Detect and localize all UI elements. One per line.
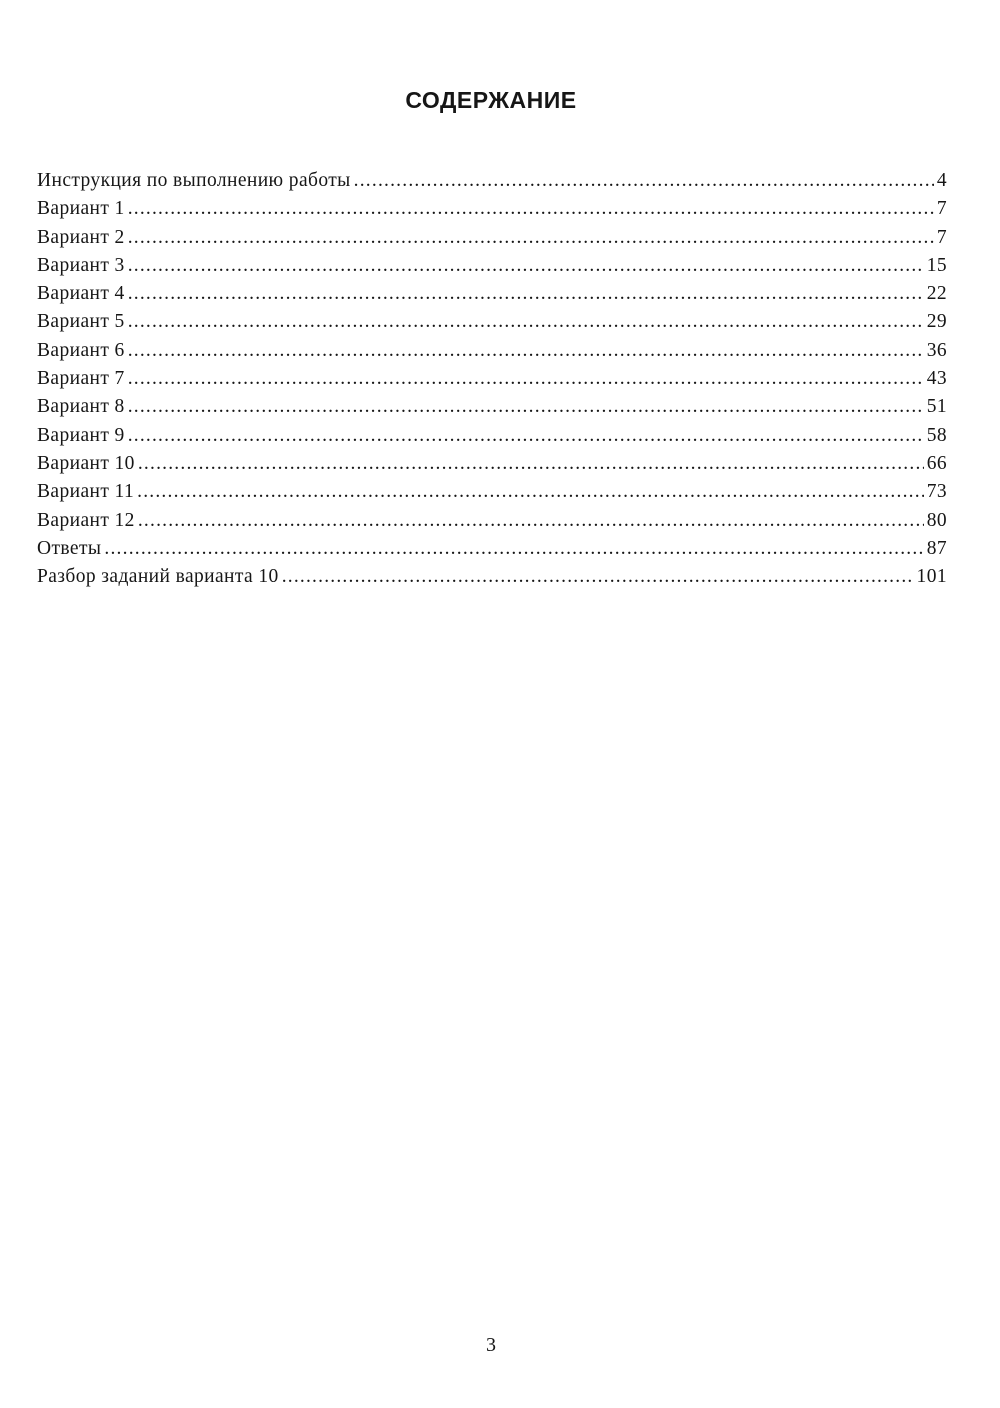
toc-entry-label: Ответы (37, 537, 102, 559)
dot-leader (282, 566, 914, 588)
toc-entry-page: 7 (936, 198, 947, 220)
toc-entry (37, 538, 947, 566)
dot-leader (138, 510, 924, 532)
toc-entry (37, 170, 947, 198)
toc-entry-label: Разбор заданий варианта 10 (37, 566, 279, 588)
dot-leader (128, 227, 934, 249)
dot-leader (128, 255, 924, 277)
dot-leader (137, 481, 924, 503)
dot-leader (138, 453, 924, 475)
toc-entry-page: 15 (926, 254, 947, 276)
toc-entry-page: 51 (926, 396, 947, 418)
toc-entry-label: Вариант 3 (37, 254, 125, 276)
toc-entry-label: Вариант 1 (37, 198, 125, 220)
dot-leader (128, 368, 924, 390)
toc-entry (37, 368, 947, 396)
toc-entry-label: Вариант 6 (37, 339, 125, 361)
dot-leader (128, 396, 924, 418)
toc-entry (37, 227, 947, 255)
dot-leader (128, 283, 924, 305)
dot-leader (128, 340, 924, 362)
toc-entry-page: 22 (926, 283, 947, 305)
toc-entry-label: Вариант 11 (37, 481, 135, 503)
toc-entry-label: Вариант 4 (37, 283, 125, 305)
page-title: СОДЕРЖАНИЕ (405, 87, 577, 114)
toc-entry-page: 4 (936, 170, 947, 191)
toc-entry (37, 481, 947, 509)
toc-entry-label: Вариант 9 (37, 424, 125, 446)
dot-leader (128, 425, 924, 447)
toc-entry-label: Вариант 12 (37, 509, 135, 531)
toc-entry-page: 58 (926, 424, 947, 446)
toc-entry (37, 340, 947, 368)
toc-entry-page: 7 (936, 226, 947, 248)
toc-entry-label: Вариант 8 (37, 396, 125, 418)
toc-entry (37, 566, 947, 594)
toc-entry-page: 66 (926, 452, 947, 474)
toc-entry (37, 453, 947, 481)
page-number: 3 (486, 1334, 496, 1356)
toc-entry-page: 80 (926, 509, 947, 531)
toc-entry (37, 198, 947, 226)
toc-entry-label: Вариант 5 (37, 311, 125, 333)
dot-leader (104, 538, 923, 560)
toc-entry (37, 311, 947, 339)
toc-entry-page: 101 (916, 566, 947, 588)
dot-leader (128, 311, 924, 333)
toc-entry (37, 510, 947, 538)
dot-leader (354, 170, 934, 192)
toc-entry-page: 73 (926, 481, 947, 503)
toc-entry (37, 255, 947, 283)
table-of-contents (37, 170, 947, 594)
toc-entry-page: 43 (926, 368, 947, 390)
toc-entry-label: Вариант 10 (37, 452, 135, 474)
toc-entry-label: Вариант 7 (37, 368, 125, 390)
toc-entry (37, 283, 947, 311)
toc-entry (37, 425, 947, 453)
toc-entry-label: Вариант 2 (37, 226, 125, 248)
toc-entry-page: 29 (926, 311, 947, 333)
toc-entry (37, 396, 947, 424)
toc-entry-page: 36 (926, 339, 947, 361)
toc-entry-label: Инструкция по выполнению работы (37, 170, 351, 191)
toc-entry-page: 87 (926, 537, 947, 559)
dot-leader (128, 198, 934, 220)
